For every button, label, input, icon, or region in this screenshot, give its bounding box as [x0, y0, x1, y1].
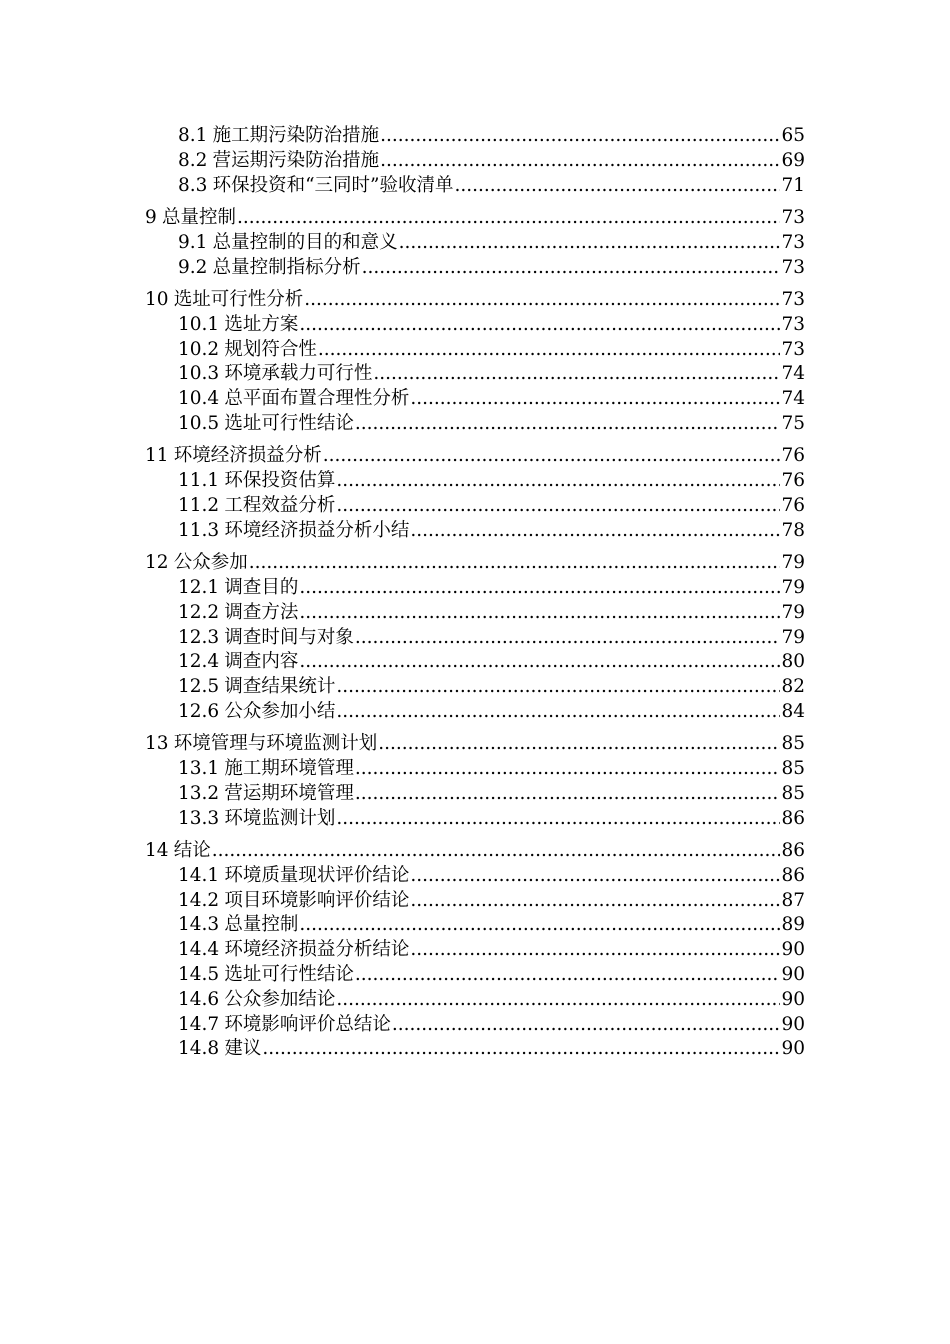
- toc-entry-number: 10.4: [178, 388, 220, 410]
- toc-entry-number: 14.2: [178, 889, 220, 911]
- toc-entry-title: 公众参加结论: [224, 988, 336, 1010]
- toc-entry-number: 9.1: [178, 231, 208, 253]
- toc-entry-number: 14.8: [178, 1038, 220, 1060]
- toc-entry-title: 项目环境影响评价结论: [224, 889, 410, 911]
- toc-section-entry[interactable]: [0, 650, 805, 675]
- toc-entry-title: 施工期污染防治措施: [212, 125, 380, 146]
- toc-entry-title: 调查内容: [224, 651, 299, 673]
- toc-entry-title: 环保投资估算: [224, 470, 336, 492]
- toc-entry-title: 调查结果统计: [224, 676, 336, 698]
- toc-dot-leader: [455, 174, 781, 199]
- toc-page-number: 80: [781, 651, 805, 673]
- toc-dot-leader: [355, 782, 781, 807]
- toc-dot-leader: [355, 626, 781, 651]
- toc-entry-number: 12.4: [178, 651, 220, 673]
- toc-entry-title: 工程效益分析: [224, 494, 336, 516]
- toc-page-number: 79: [781, 601, 805, 623]
- toc-section-entry[interactable]: [0, 313, 805, 338]
- toc-dot-leader: [380, 124, 780, 149]
- toc-page-number: 87: [781, 889, 805, 911]
- toc-entry-title: 环境经济损益分析: [173, 445, 322, 467]
- toc-section-entry[interactable]: [0, 889, 805, 914]
- toc-dot-leader: [362, 256, 781, 281]
- toc-page-number: 90: [781, 988, 805, 1010]
- toc-entry-number: 14.1: [178, 864, 220, 886]
- toc-page-number: 84: [781, 700, 805, 722]
- toc-chapter-entry[interactable]: [0, 206, 805, 231]
- toc-dot-leader: [304, 288, 780, 313]
- toc-page-number: 69: [781, 149, 805, 171]
- toc-entry-title: 公众参加: [173, 552, 248, 574]
- toc-page-number: 78: [781, 519, 805, 541]
- toc-page-number: 74: [781, 363, 805, 385]
- toc-section-entry[interactable]: [0, 231, 805, 256]
- toc-entry-number: 11.1: [178, 470, 220, 492]
- toc-dot-leader: [373, 362, 780, 387]
- toc-entry-title: 选址方案: [224, 313, 299, 335]
- toc-entry-number: 11.3: [178, 519, 220, 541]
- toc-section-entry[interactable]: [0, 757, 805, 782]
- toc-entry-number: 8.2: [178, 149, 208, 171]
- toc-page-number: 71: [781, 174, 805, 196]
- toc-dot-leader: [323, 444, 781, 469]
- toc-page-number: 85: [781, 733, 805, 755]
- toc-section-entry[interactable]: [0, 149, 805, 174]
- toc-entry-title: 选址可行性结论: [224, 412, 354, 434]
- toc-entry-number: 10: [145, 288, 169, 310]
- toc-dot-leader: [355, 757, 781, 782]
- toc-chapter-entry[interactable]: [0, 732, 805, 757]
- toc-entry-title: 结论: [173, 840, 211, 862]
- toc-section-entry[interactable]: [0, 1037, 805, 1062]
- toc-entry-number: 12.3: [178, 626, 220, 648]
- toc-page-number: 73: [781, 256, 805, 278]
- toc-dot-leader: [299, 576, 780, 601]
- toc-entry-number: 11: [145, 445, 169, 467]
- toc-dot-leader: [410, 864, 780, 889]
- toc-page-number: 74: [781, 388, 805, 410]
- toc-section-entry[interactable]: [0, 124, 805, 149]
- toc-entry-title: 总量控制的目的和意义: [212, 231, 398, 253]
- toc-page-number: 75: [781, 412, 805, 434]
- toc-entry-number: 12.5: [178, 676, 220, 698]
- toc-entry-number: 8.1: [178, 125, 208, 146]
- toc-dot-leader: [299, 650, 780, 675]
- toc-section-entry[interactable]: [0, 782, 805, 807]
- toc-section-entry[interactable]: [0, 963, 805, 988]
- toc-entry-number: 12.2: [178, 601, 220, 623]
- toc-page-number: 86: [781, 807, 805, 829]
- toc-entry-title: 总量控制: [224, 914, 299, 936]
- toc-dot-leader: [237, 206, 780, 231]
- toc-page-number: 73: [781, 231, 805, 253]
- toc-entry-number: 10.1: [178, 313, 220, 335]
- toc-page-number: 79: [781, 576, 805, 598]
- toc-section-entry[interactable]: [0, 469, 805, 494]
- toc-entry-title: 公众参加小结: [224, 700, 336, 722]
- toc-page-number: 86: [781, 864, 805, 886]
- toc-entry-number: 9: [145, 206, 157, 228]
- toc-section-entry[interactable]: [0, 938, 805, 963]
- toc-dot-leader: [355, 963, 781, 988]
- toc-entry-title: 营运期环境管理: [224, 782, 354, 804]
- toc-section-entry[interactable]: [0, 338, 805, 363]
- toc-entry-title: 调查时间与对象: [224, 626, 354, 648]
- toc-entry-number: 8.3: [178, 174, 208, 196]
- toc-page-number: 73: [781, 338, 805, 360]
- toc-entry-number: 11.2: [178, 494, 220, 516]
- toc-page-number: 85: [781, 782, 805, 804]
- toc-entry-title: 环保投资和“三同时”验收清单: [212, 174, 454, 196]
- toc-dot-leader: [380, 149, 780, 174]
- toc-section-entry[interactable]: [0, 362, 805, 387]
- toc-entry-title: 环境管理与环境监测计划: [173, 733, 378, 755]
- toc-section-entry[interactable]: [0, 626, 805, 651]
- toc-entry-number: 10.3: [178, 363, 220, 385]
- toc-dot-leader: [410, 387, 780, 412]
- toc-entry-number: 14: [145, 840, 169, 862]
- toc-page-number: 89: [781, 914, 805, 936]
- toc-page-number: 76: [781, 470, 805, 492]
- toc-entry-title: 选址可行性结论: [224, 964, 354, 986]
- toc-chapter-entry[interactable]: [0, 444, 805, 469]
- toc-page-number: 73: [781, 313, 805, 335]
- toc-page-number: 79: [781, 552, 805, 574]
- toc-dot-leader: [299, 601, 780, 626]
- toc-section-entry[interactable]: [0, 1013, 805, 1038]
- toc-entry-number: 10.2: [178, 338, 220, 360]
- toc-entry-number: 14.7: [178, 1013, 220, 1035]
- toc-dot-leader: [378, 732, 780, 757]
- toc-page-number: 73: [781, 206, 805, 228]
- toc-section-entry[interactable]: [0, 256, 805, 281]
- toc-entry-title: 环境经济损益分析小结: [224, 519, 410, 541]
- toc-dot-leader: [336, 807, 780, 832]
- toc-entry-title: 总量控制指标分析: [212, 256, 361, 278]
- toc-entry-title: 环境质量现状评价结论: [224, 864, 410, 886]
- toc-chapter-entry[interactable]: [0, 288, 805, 313]
- toc-section-entry[interactable]: [0, 519, 805, 544]
- toc-entry-number: 12.6: [178, 700, 220, 722]
- toc-entry-title: 环境影响评价总结论: [224, 1013, 391, 1035]
- toc-entry-title: 环境经济损益分析结论: [224, 939, 410, 961]
- toc-dot-leader: [336, 675, 780, 700]
- toc-entry-number: 14.4: [178, 939, 220, 961]
- toc-dot-leader: [299, 913, 780, 938]
- toc-section-entry[interactable]: [0, 913, 805, 938]
- toc-section-entry[interactable]: [0, 494, 805, 519]
- toc-page-number: 65: [781, 125, 805, 146]
- toc-entry-number: 13.1: [178, 758, 220, 780]
- toc-chapter-entry[interactable]: [0, 551, 805, 576]
- toc-page-number: 90: [781, 1038, 805, 1060]
- toc-entry-title: 调查方法: [224, 601, 299, 623]
- toc-entry-title: 营运期污染防治措施: [212, 149, 380, 171]
- toc-entry-title: 规划符合性: [224, 338, 317, 360]
- toc-entry-title: 调查目的: [224, 576, 299, 598]
- toc-dot-leader: [336, 494, 780, 519]
- toc-section-entry[interactable]: [0, 387, 805, 412]
- toc-section-entry[interactable]: [0, 700, 805, 725]
- toc-section-entry[interactable]: [0, 988, 805, 1013]
- toc-page-number: 76: [781, 445, 805, 467]
- toc-dot-leader: [399, 231, 781, 256]
- toc-dot-leader: [336, 700, 780, 725]
- toc-dot-leader: [249, 551, 781, 576]
- toc-dot-leader: [336, 988, 780, 1013]
- toc-entry-title: 选址可行性分析: [173, 288, 304, 310]
- toc-chapter-entry[interactable]: [0, 839, 805, 864]
- toc-section-entry[interactable]: [0, 807, 805, 832]
- toc-page-number: 90: [781, 1013, 805, 1035]
- toc-entry-title: 总量控制: [161, 206, 236, 228]
- toc-section-entry[interactable]: [0, 576, 805, 601]
- toc-entry-title: 施工期环境管理: [224, 758, 354, 780]
- toc-dot-leader: [410, 889, 780, 914]
- toc-dot-leader: [212, 839, 781, 864]
- toc-dot-leader: [410, 519, 780, 544]
- toc-entry-number: 13: [145, 733, 169, 755]
- toc-entry-number: 12.1: [178, 576, 220, 598]
- toc-entry-number: 14.5: [178, 964, 220, 986]
- toc-entry-number: 13.3: [178, 807, 220, 829]
- toc-page-number: 82: [781, 676, 805, 698]
- toc-section-entry[interactable]: [0, 675, 805, 700]
- toc-page-number: 73: [781, 288, 805, 310]
- toc-page-number: 76: [781, 494, 805, 516]
- toc-dot-leader: [299, 313, 780, 338]
- toc-page-number: 79: [781, 626, 805, 648]
- toc-section-entry[interactable]: [0, 601, 805, 626]
- toc-dot-leader: [336, 469, 780, 494]
- toc-section-entry[interactable]: [0, 864, 805, 889]
- toc-entry-number: 12: [145, 552, 169, 574]
- toc-entry-number: 10.5: [178, 412, 220, 434]
- toc-section-entry[interactable]: [0, 174, 805, 199]
- toc-page-number: 85: [781, 758, 805, 780]
- toc-entry-title: 环境承载力可行性: [224, 363, 373, 385]
- toc-section-entry[interactable]: [0, 412, 805, 437]
- toc-entry-number: 9.2: [178, 256, 208, 278]
- toc-dot-leader: [410, 938, 780, 963]
- toc-entry-title: 建议: [224, 1038, 262, 1060]
- toc-page-number: 86: [781, 840, 805, 862]
- toc-entry-title: 总平面布置合理性分析: [224, 388, 410, 410]
- table-of-contents: [0, 124, 950, 1062]
- toc-dot-leader: [392, 1013, 781, 1038]
- toc-dot-leader: [355, 412, 781, 437]
- toc-dot-leader: [262, 1037, 780, 1062]
- toc-entry-number: 14.3: [178, 914, 220, 936]
- toc-entry-title: 环境监测计划: [224, 807, 336, 829]
- toc-dot-leader: [318, 338, 781, 363]
- toc-entry-number: 13.2: [178, 782, 220, 804]
- toc-page-number: 90: [781, 939, 805, 961]
- toc-page-number: 90: [781, 964, 805, 986]
- toc-entry-number: 14.6: [178, 988, 220, 1010]
